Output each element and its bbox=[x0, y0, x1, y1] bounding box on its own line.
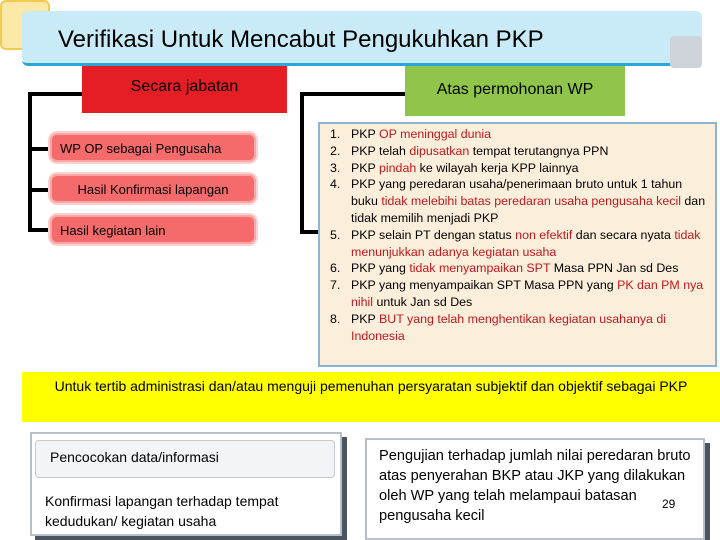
connector-left-top bbox=[28, 92, 84, 96]
reason-number: 7. bbox=[330, 278, 341, 293]
reason-text: PKP yang peredaran usaha/penerimaan bruto untuk 1 tahun buku bbox=[351, 177, 683, 209]
reason-text: PKP bbox=[351, 127, 380, 141]
jabatan-item-wp-op: WP OP sebagai Pengusaha bbox=[48, 131, 258, 164]
reason-text: dan tidak memilih menjadi PKP bbox=[351, 194, 706, 225]
reasons-list bbox=[330, 126, 711, 344]
reason-highlight: OP meninggal dunia bbox=[379, 127, 492, 141]
connector-left-vertical bbox=[28, 92, 32, 232]
reason-highlight: BUT yang telah menghentikan kegiatan usahanya di Indonesia bbox=[351, 311, 667, 343]
reasons-list-box bbox=[318, 122, 717, 367]
reason-item bbox=[330, 227, 711, 261]
reason-text: dan secara nyata bbox=[572, 227, 675, 242]
reason-text: Masa PPN Jan sd Des bbox=[550, 261, 679, 276]
reason-highlight: non efektif bbox=[515, 227, 573, 242]
method-field-confirmation: Konfirmasi lapangan terhadap tempat kedudukan/ kegiatan usaha bbox=[45, 493, 279, 529]
jabatan-item-konfirmasi: Hasil Konfirmasi lapangan bbox=[48, 172, 258, 205]
reason-text: PKP yang bbox=[351, 261, 410, 276]
reason-text: PKP selain PT dengan status bbox=[351, 227, 516, 242]
reason-text: untuk Jan sd Des bbox=[373, 294, 473, 309]
connector-right-top bbox=[300, 92, 407, 96]
reason-highlight: PK dan PM nya nihil bbox=[351, 278, 704, 309]
reason-item bbox=[330, 277, 711, 311]
reason-number: 3. bbox=[330, 160, 341, 175]
reason-text: tempat terutangnya PPN bbox=[469, 143, 609, 158]
reason-text: PKP bbox=[351, 311, 380, 326]
reason-item bbox=[330, 143, 711, 160]
decorative-grey-square bbox=[670, 36, 702, 68]
method-data-matching: Pencocokan data/informasi bbox=[50, 449, 219, 465]
card-turnover-test bbox=[365, 438, 705, 540]
jabatan-item-kegiatan-lain: Hasil kegiatan lain bbox=[48, 213, 258, 246]
reason-text: ke wilayah kerja KPP lainnya bbox=[416, 160, 579, 175]
reason-text: PKP bbox=[351, 160, 380, 175]
connector-right-box bbox=[300, 230, 320, 234]
reason-text: PKP telah bbox=[351, 143, 410, 158]
reason-item bbox=[330, 176, 711, 226]
reason-item bbox=[330, 311, 711, 345]
reason-number: 8. bbox=[330, 311, 341, 326]
reason-highlight: tidak menunjukkan adanya kegiatan usaha bbox=[351, 227, 701, 259]
reason-number: 4. bbox=[330, 177, 341, 192]
reason-item bbox=[330, 260, 711, 277]
purpose-banner: Untuk tertib administrasi dan/atau menguji pemenuhan persyaratan subjektif dan objektif sebagai PKP bbox=[22, 372, 720, 422]
turnover-test-text: Pengujian terhadap jumlah nilai peredaran bruto atas penyerahan BKP atau JKP yang dilakukan oleh WP yang telah melampaui batasan pengusaha kecil bbox=[379, 448, 691, 524]
reason-item bbox=[330, 126, 711, 143]
secara-jabatan-header: Secara jabatan bbox=[82, 66, 287, 113]
reason-number: 5. bbox=[330, 227, 341, 242]
reason-highlight: tidak melebihi batas peredaran usaha pengusaha kecil bbox=[381, 194, 681, 209]
connector-left-item2 bbox=[28, 188, 50, 192]
page-number: 29 bbox=[662, 497, 676, 511]
connector-right-vertical bbox=[300, 92, 304, 234]
reason-highlight: tidak menyampaikan SPT bbox=[409, 261, 551, 276]
reason-highlight: pindah bbox=[379, 160, 417, 175]
reason-number: 1. bbox=[330, 127, 341, 141]
atas-permohonan-header: Atas permohonan WP bbox=[405, 66, 625, 116]
reason-highlight: dipusatkan bbox=[409, 143, 470, 158]
page-title: Verifikasi Untuk Mencabut Pengukuhkan PKP bbox=[58, 26, 544, 53]
reason-number: 2. bbox=[330, 143, 341, 158]
card-verification-methods bbox=[30, 432, 342, 536]
reason-number: 6. bbox=[330, 261, 341, 276]
reason-text: PKP yang menyampaikan SPT Masa PPN yang bbox=[351, 278, 618, 293]
connector-left-item3 bbox=[28, 228, 50, 232]
connector-left-item1 bbox=[28, 147, 50, 151]
reason-item bbox=[330, 160, 711, 177]
